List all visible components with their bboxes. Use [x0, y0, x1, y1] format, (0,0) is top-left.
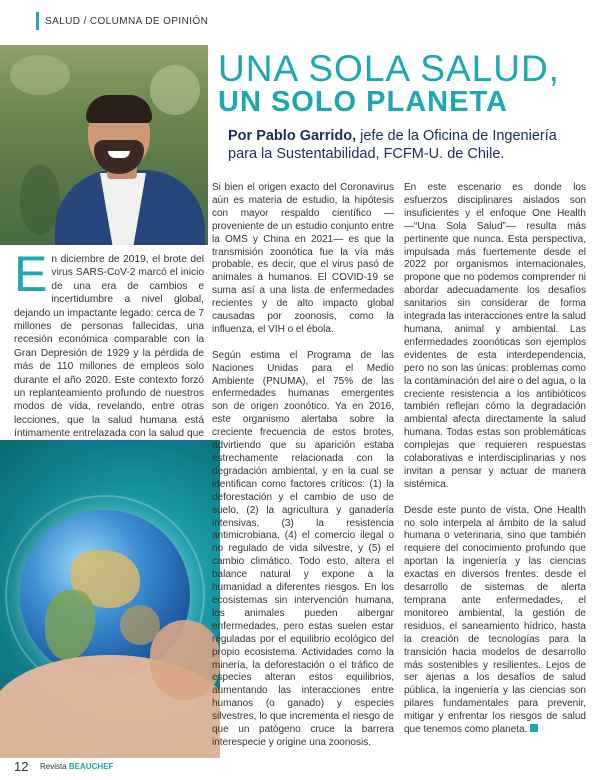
globe-illustration	[0, 440, 220, 758]
byline-author: Por Pablo Garrido,	[228, 128, 357, 144]
magazine-name	[40, 762, 113, 771]
photo-smile	[108, 151, 130, 158]
lede-paragraph	[14, 246, 204, 454]
end-of-article-icon	[530, 724, 538, 732]
magazine-brand: BEAUCHEF	[68, 762, 114, 771]
article-paragraph: En este escenario es donde los esfuerzos disciplinares aislados son insuficientes y el enfoque One Health —“Una Sola Salud”— resulta más pertinente que nunca. Esta perspectiva, impulsada más fuertemente desde el 2022 por organismos internacionales, propone que no podemos comprender ni abordar adecuadamente los desafíos sanitarios sin considerar de forma integrada las interacciones entre la salud humana, animal y ambiental. Las enfermedades zoonóticas son ejemplos evidentes de esta interdependencia, pero no son las únicas: problemas como la contaminación del aire o del agua, o la creciente resistencia a los antibióticos también reflejan cómo la degradación ambiental afecta directamente la salud humana. Todas estas son problemáticas complejas que requieren respuestas colaborativas e interdisciplinarias y nos invitan a pensar y actuar de manera sistémica.	[404, 182, 586, 490]
section-label: SALUD / COLUMNA DE OPINIÓN	[45, 15, 209, 27]
page-footer	[0, 756, 600, 780]
dropcap: E	[14, 246, 48, 302]
article-paragraph-final	[404, 505, 586, 737]
byline-role: jefe de la Oficina de Ingeniería para la Sustentabilidad, FCFM-U. de Chile.	[228, 128, 557, 162]
byline	[228, 127, 583, 163]
page-number: 12	[14, 759, 29, 774]
section-tag	[36, 10, 208, 32]
article-column-2	[404, 182, 586, 750]
section-tag-bar	[36, 12, 39, 30]
photo-foliage-light	[150, 65, 200, 115]
photo-foliage-dark	[20, 165, 60, 235]
article-column-1	[212, 182, 394, 763]
headline-line-2: UN SOLO PLANETA	[218, 86, 508, 118]
headline-line-1: UNA SOLA SALUD,	[218, 48, 560, 89]
article-paragraph: Si bien el origen exacto del Coronavirus aún es materia de estudio, la hipótesis con mayor respaldo científico —proveniente de un estudio conjunto entre la OMS y China en 2021— es que la transmisión zoonótica fue la vía más probable, es decir, que el virus pasó de animales a humanos. El COVID-19 se suma así a una lista de enfermedades recientes y de alto impacto global causadas por zoonosis, como la influenza, el VIH o el ébola.	[212, 182, 394, 335]
article-paragraph-text: Desde este punto de vista, One Health no solo interpela al ámbito de la salud humana o veterinaria, sino que también requiere del conocimiento profundo que aportan la ingeniería y las ciencias exactas en diversos frentes: desde el desarrollo de sistemas de alerta temprana ante enfermedades, el monitoreo ambiental, la gestión de residuos, el saneamiento hídrico, hasta la creación de tecnologías para la transición hacia modelos de desarrollo más sostenibles y resilientes. Lejos de ser ajenas a los desafíos de salud pública, la ingeniería y las ciencias son pilares fundamentales para prevenir, mitigar y enfrentar los riesgos de salud que tenemos como planeta.	[404, 504, 586, 736]
lede-text: n diciembre de 2019, el brote del virus SARS-CoV-2 marcó el inicio de una era de cambios e incertidumbre a nivel global, dejando un impactante legado: cerca de 7 millones de personas fallecidas, una recesión económica comparable con la Gran Depresión de 1929 y la pérdida de más de 110 millones de empleos solo durante el año 2020. Este contexto forzó un replanteamiento profundo de nuestros modos de vida, revelando, entre otras lecciones, que la salud humana está íntimamente entrelazada con la salud que	[14, 254, 204, 440]
article-paragraph: Según estima el Programa de las Naciones Unidas para el Medio Ambiente (PNUMA), el 75% de las enfermedades humanas emergentes son de origen zoonótico. Ya en 2016, este organismo alertaba sobre la creciente frecuencia de estos brotes, advirtiendo que su aparición estaba estrechamente relacionada con la degradación ambiental, y en la cual se identifican como factores críticos: (1) la deforestación y el cambio de uso de suelo, (2) la agricultura y ganadería intensivas, (3) la resistencia antimicrobiana, (4) el comercio ilegal o no regulado de vida silvestre, y (5) el cambio climático. Todo esto, altera el balance natural y expone a la humanidad a diferentes riesgos. En los ecosistemas sin intervención humana, los animales pueden albergar enfermedades, pero estas suelen estar reguladas por el equilibrio ecológico del propio ecosistema. Actividades como la minería, la deforestación o el tráfico de especies alteran estos equilibrios, aumentando las interacciones entre humanos (o ganado) y especies silvestres, lo que incrementa el riesgo de que un patógeno cruce la barrera interespecie y origine una zoonosis.	[212, 349, 394, 748]
magazine-prefix: Revista	[40, 762, 69, 771]
holding-hand-fingers	[150, 620, 220, 700]
photo-hair	[86, 95, 152, 123]
photo-foliage	[10, 55, 70, 95]
author-photo	[0, 45, 208, 245]
